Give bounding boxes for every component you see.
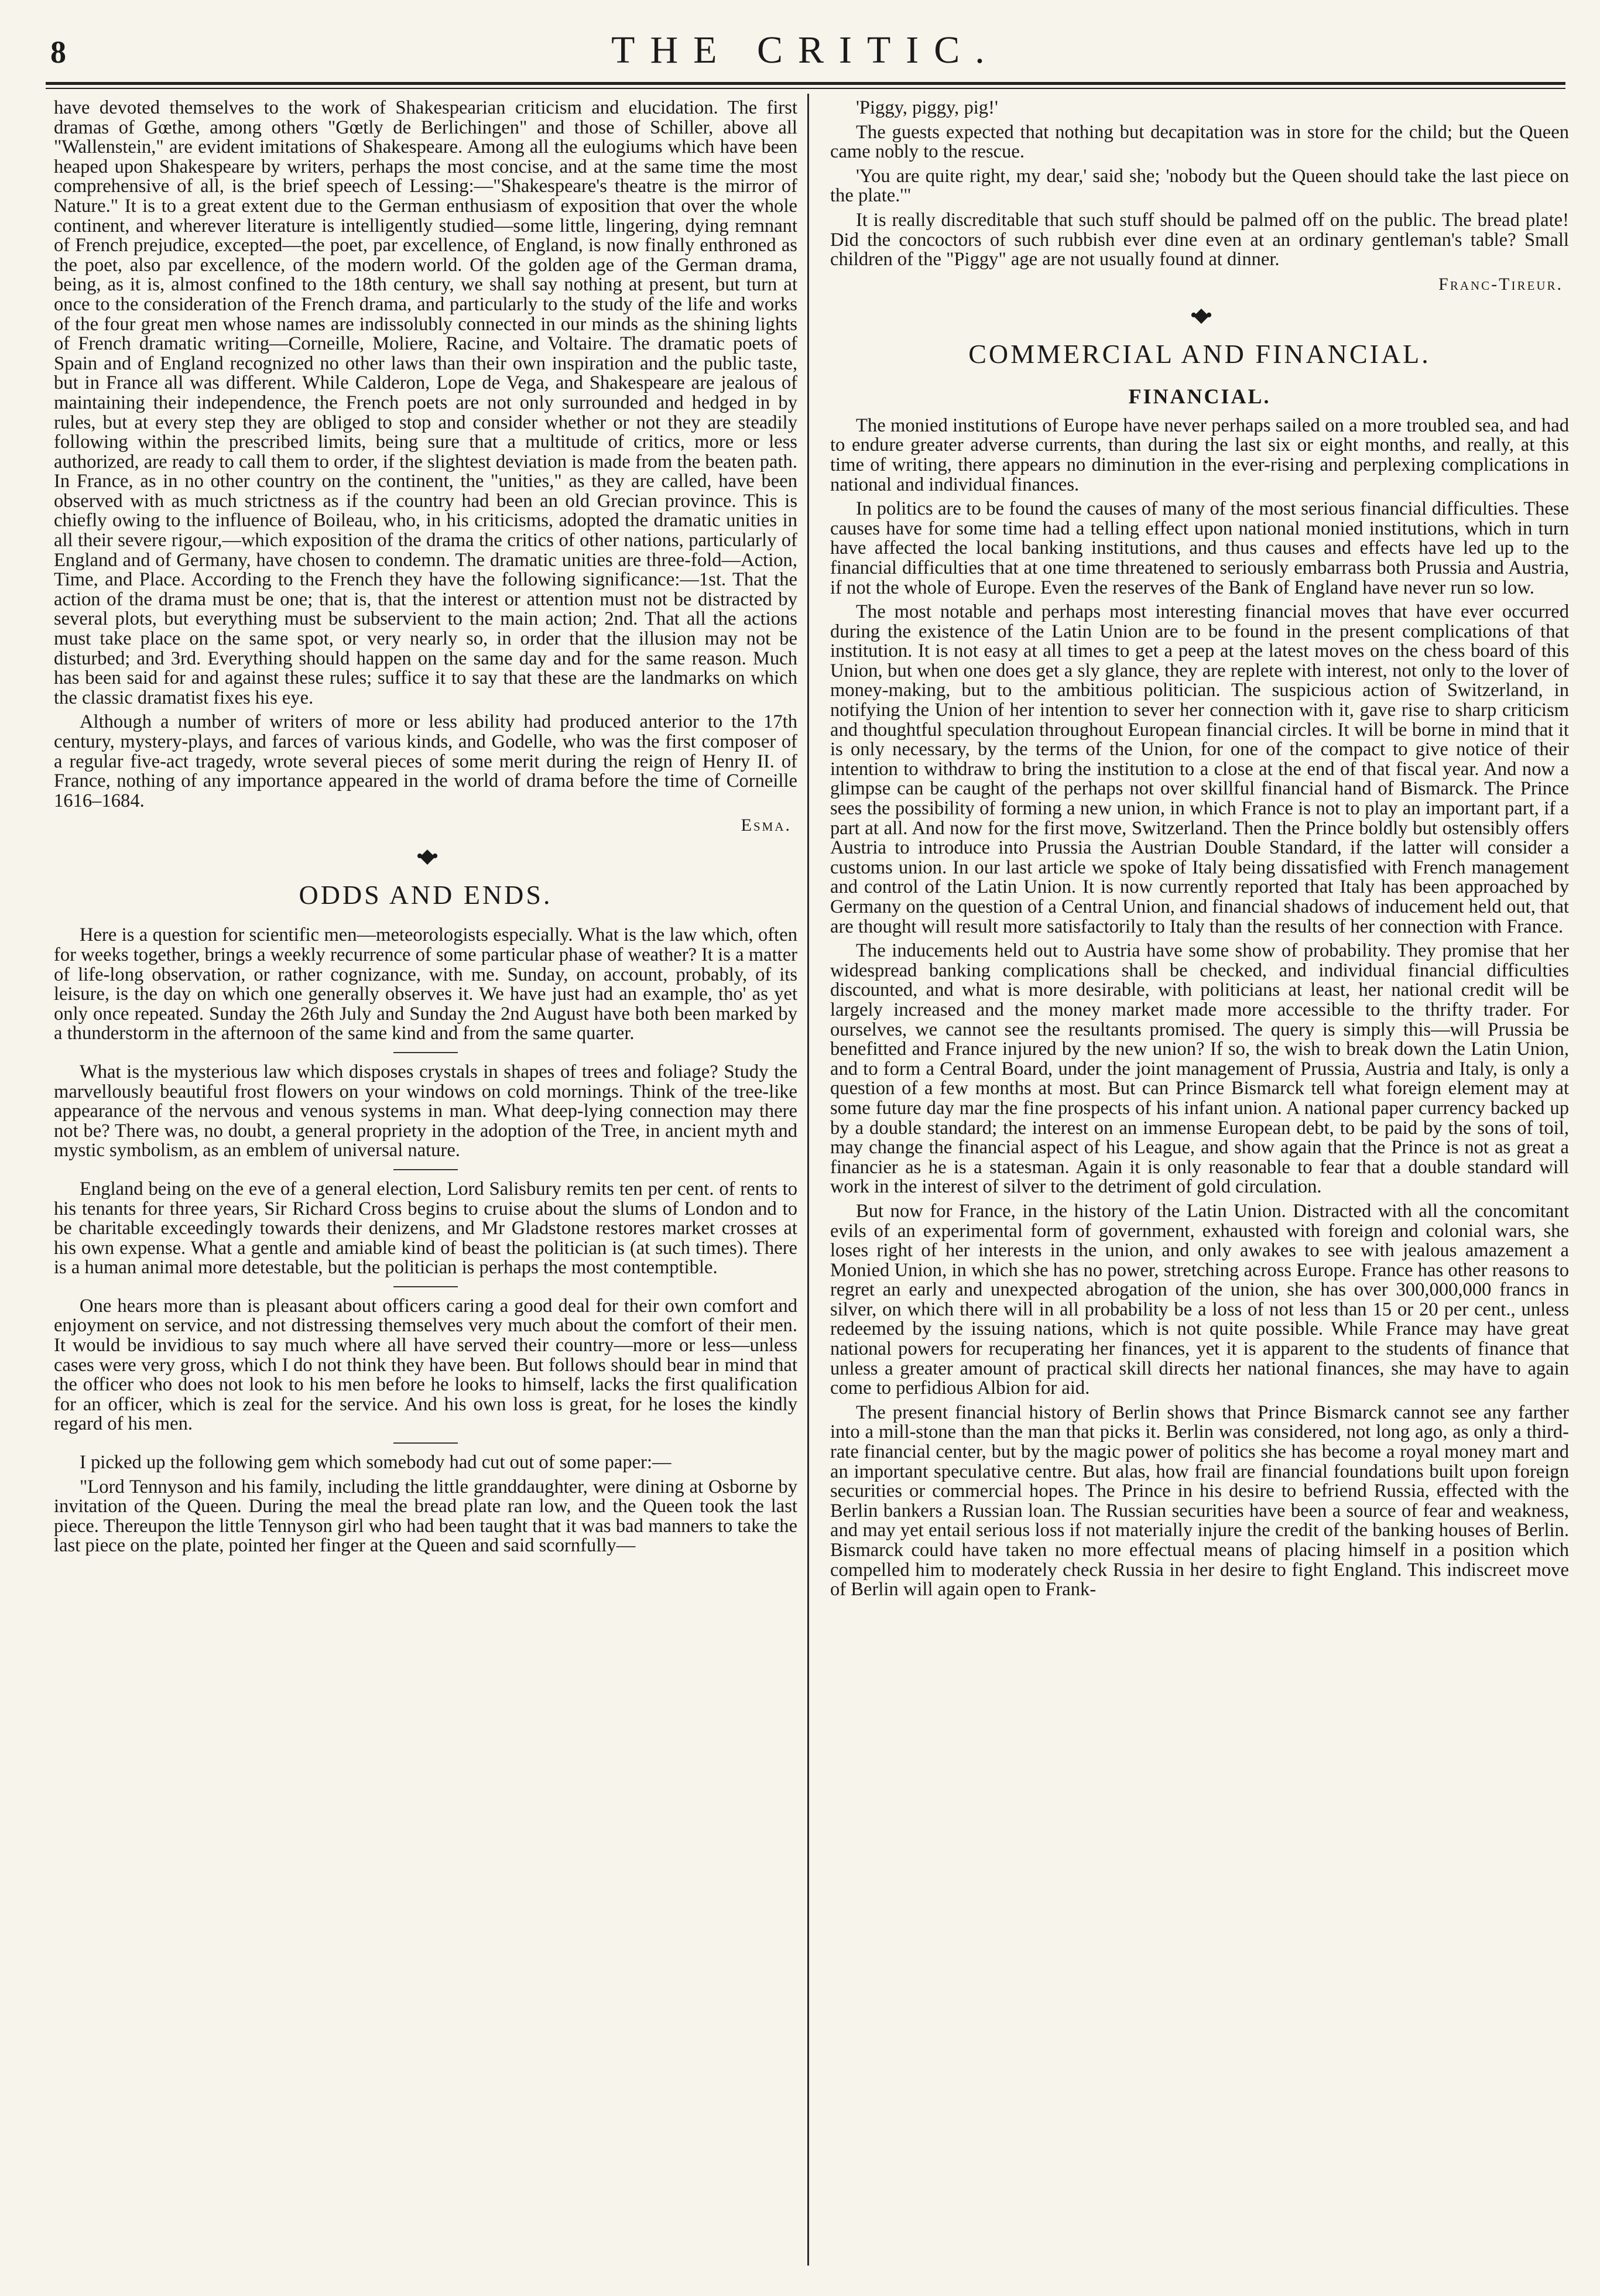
gem-continued: 'You are quite right, my dear,' said she; 'nobody but the Queen should take the last piece on the plate.'" xyxy=(830,165,1569,207)
ornament-mark: •◆• xyxy=(416,845,435,868)
ornament-mark: •◆• xyxy=(1190,304,1209,326)
gem-continued: It is really discreditable that such stuff should be palmed off on the public. The bread plate! Did the concoctors of such rubbish ever dine even at an ordinary gentleman's table? Small children of the "Piggy" age are not usually found at dinner. xyxy=(830,209,1569,270)
gem-intro: I picked up the following gem which somebody had cut out of some paper:— xyxy=(80,1452,671,1473)
section-ornament xyxy=(830,305,1569,326)
financial-paragraph: But now for France, in the history of the Latin Union. Distracted with all the concomitant evils of an experimental form of government, exhausted with foreign and colonial wars, she loses right of her interests in the union, and only awakes to see with jealous amazement a Monied Union, in which she has no power, stretching across Europe. France has other reasons to regret an early and unexpected abrogation of the union, she has over 300,000,000 francs in silver, on which there will in all probability be a loss of not less than 15 or 20 per cent., unless redeemed by the issuing nations, which is not quite possible. While France may have great national powers for recuperating her finances, yet it is apparent to the students of finance that unless a greater amount of practical skill directs her national finances, she may have to again come to perfidious Albion for aid. xyxy=(830,1200,1569,1399)
section-ornament xyxy=(54,846,797,867)
article-paragraph: Although a number of writers of more or less ability had produced anterior to the 17th century, mystery-plays, and farces of various kinds, and Godelle, who was the first composer of a regular five-act tragedy, wrote several pieces of some merit during the reign of Henry II. of France, nothing of any importance appeared in the world of drama before the time of Corneille 1616–1684. xyxy=(54,711,797,811)
item-separator xyxy=(393,1169,458,1170)
odds-item: What is the mysterious law which disposes crystals in shapes of trees and foliage? Study the marvellously beautiful frost flowers on your windows on cold mornings. Think of the tree-like appearance of the nervous and venous systems in man. What deep-lying connection may there not be? There was, no doubt, a general propriety in the adoption of the Tree, in ancient myth and mystic symbolism, as an emblem of universal nature. xyxy=(54,1061,797,1161)
gem-continued: The guests expected that nothing but decapitation was in store for the child; but the Queen came nobly to the rescue. xyxy=(830,121,1569,163)
publication-title: THE CRITIC. xyxy=(611,29,1000,71)
odds-item: One hears more than is pleasant about officers caring a good deal for their own comfort and enjoyment on service, and not distressing themselves very much about the comfort of their men. It would be invidious to say much where all have served their country—more or less—unless cases were very gross, which I do not think they have been. But follows should bear in mind that the officer who does not look to his men before he looks to himself, lacks the first qualification for an officer, which is zeal for the service. And his own loss is great, for he loses the kindly regard of his men. xyxy=(54,1295,797,1435)
article-signature: Franc-Tireur. xyxy=(1438,274,1563,294)
article-paragraph: have devoted themselves to the work of Shakespearian criticism and elucidation. The first dramas of Gœthe, among others "Gœtly de Berlichingen" and those of Schiller, above all "Wallenstein," are evident imitations of Shakespeare. Among all the eulogiums which have been heaped upon Shakespeare by writers, perhaps the most concise, and at the same time the most comprehensive of all, is the brief speech of Lessing:—"Shakespeare's theatre is the mirror of Nature." It is to a great extent due to the German enthusiasm of exposition that over the whole continent, and wherever literature is intelligently studied—some little, lingering, dying remnant of French prejudice, excepted—the poet, par excellence, of England, is now finally enthroned as the poet, also par excellence, of the modern world. Of the golden age of the German drama, being, as it is, almost confined to the 18th century, we shall say nothing at present, but turn at once to the consideration of the French drama, and particularly to the study of the life and works of the four great men whose names are indissolubly connected in our minds as the shining lights of French dramatic writing—Corneille, Moliere, Racine, and Voltaire. The dramatic poets of Spain and of England recognized no other laws than their own inspiration and the public taste, but in France all was different. While Calderon, Lope de Vega, and Shakespeare are jealous of maintaining their independence, the French poets are not only surrounded and hedged in by rules, but at every step they are obliged to stop and consider whether or not they are steadily following within the prescribed limits, being sure that a multitude of critics, more or less authorized, are ready to call them to order, if the slightest deviation is made from the beaten path. In France, as in no other country on the continent, the "unities," as they are called, have been observed with as much strictness as if the country had been an old Grecian province. This is chiefly owing to the influence of Boileau, who, in his criticisms, adopted the dramatic unities in all their severe rigour,—which exposition of the drama the critics of other nations, particularly of England and of Germany, have chosen to condemn. The dramatic unities are three-fold—Action, Time, and Place. According to the French they have the following significance:—1st. That the action of the drama must be one; that is, that the interest or attention must not be distracted by several plots, but everything must be subservient to the main action; 2nd. That all the actions must take place on the same spot, or very nearly so, in order that the illusion may not be disturbed; and 3rd. Everything should happen on the same day and for the same reason. Much has been said for and against these rules; suffice it to say that these are the landmarks on which the classic dramatist fixes his eye. xyxy=(54,98,797,708)
gem-continued: 'Piggy, piggy, pig!' xyxy=(856,98,998,118)
left-column xyxy=(54,98,797,2264)
column-divider xyxy=(807,94,809,2266)
financial-paragraph: The inducements held out to Austria have some show of probability. They promise that her widespread banking complications shall be checked, and individual financial difficulties discounted, and what is more desirable, with politicians at least, her national credit will be largely increased and the money market made more accessible to the thrifty trader. For ourselves, we cannot see the resultants promised. The query is simply this—will Prussia be benefitted and France injured by the new union? If so, the wish to break down the Latin Union, and to form a Central Board, under the joint management of Prussia, Austria and Italy, is only a question of a few months at most. But can Prince Bismarck tell what foreign element may at some future day mar the fine prospects of his infant union. A national paper currency backed up by a double standard; the interest on an immense European debt, to be paid by the sons of toil, may change the financial aspect of his League, and show again that the Prince is not as great a financier as he is a statesman. Again it is only reasonable to fear that a double standard will work in the interest of silver to the detriment of gold circulation. xyxy=(830,940,1569,1198)
financial-paragraph: The most notable and perhaps most interesting financial moves that have ever occurred during the existence of the Latin Union are to be found in the present complications of that institution. It is not easy at all times to get a peep at the latest moves on the chess board of this Union, but when one does get a sly glance, they are replete with interest, not only to the lover of money-making, but to the ambitious politician. The suspicious action of Switzerland, in notifying the Union of her intention to sever her connection with it, gave rise to sharp criticism and thoughtful speculation throughout European financial circles. It will be borne in mind that it is only necessary, by the terms of the Union, for one of the compact to give notice of their intention to withdraw to bring the institution to a close at the end of that fiscal year. And now a glimpse can be caught of the perhaps not over skillful financial hand of Bismarck. The Prince sees the possibility of forming a new union, in which France is not to play an important part, if a part at all. And now for the first move, Switzerland. Then the Prince boldly but ostensibly offers Austria to introduce into Prussia the Austrian Double Standard, if the latter will consider a customs union. In our last article we spoke of Italy being dissatisfied with French management and control of the Latin Union. It is now currently reported that Italy has been approached by Germany on the question of a Central Union, and financial shadows of inducement held out, that are thought will result more satisfactorily to Italy than the results of her connection with France. xyxy=(830,601,1569,937)
odds-and-ends-heading: ODDS AND ENDS. xyxy=(299,880,553,910)
item-separator xyxy=(393,1052,458,1053)
right-column xyxy=(830,98,1569,2264)
financial-subheading: FINANCIAL. xyxy=(1128,384,1271,408)
page-number: 8 xyxy=(50,35,66,70)
item-separator xyxy=(393,1286,458,1287)
gem-quote: "Lord Tennyson and his family, including the little granddaughter, were dining at Osborne by invitation of the Queen. During the meal the bread plate ran low, and the Queen took the last piece. Thereupon the little Tennyson girl who had been taught that it was bad manners to take the last piece on the plate, pointed her finger at the Queen and said scornfully— xyxy=(54,1476,797,1557)
odds-item: England being on the eve of a general election, Lord Salisbury remits ten per cent. of rents to his tenants for three years, Sir Richard Cross begins to cruise about the slums of London and to be charitable exceedingly towards their denizens, and Mr Gladstone restores market crosses at his own expense. What a gentle and amiable kind of beast the politician is (at such times). There is a human animal more detestable, but the politician is perhaps the most contemptible. xyxy=(54,1178,797,1279)
financial-paragraph: The present financial history of Berlin shows that Prince Bismarck cannot see any farther into a mill-stone than the man that picks it. Berlin was considered, not long ago, as only a third-rate financial center, but by the magic power of politics she has become a royal money mart and an important speculative centre. But alas, how frail are financial foundations built upon foreign securities or commercial hopes. The Prince in his desire to befriend Russia, effected with the Berlin bankers a Russian loan. The Russian securities have been a source of fear and weakness, and may yet entail serious loss if not materially injure the credit of the banking houses of Berlin. Bismarck could have taken no more effectual means of placing himself in a position which compelled him to moderately check Russia in her desire to fight England. This indiscreet move of Berlin will again open to Frank- xyxy=(830,1401,1569,1601)
article-signature: Esma. xyxy=(741,815,792,835)
header-double-rule xyxy=(46,82,1565,89)
odds-item: Here is a question for scientific men—meteorologists especially. What is the law which, often for weeks together, brings a weekly recurrence of some particular phase of weather? It is a matter of life-long observation, or rather cognizance, with me. Sunday, on account, probably, of its leisure, is the day on which one generally observes it. We have just had an example, tho' as yet only once repeated. Sunday the 26th July and Sunday the 2nd August have both been marked by a thunderstorm in the afternoon of the same kind and from the same quarter. xyxy=(54,924,797,1044)
commercial-financial-heading: COMMERCIAL AND FINANCIAL. xyxy=(968,338,1431,369)
financial-paragraph: In politics are to be found the causes of many of the most serious financial difficulties. These causes have for some time had a telling effect upon national monied institutions, which in turn have affected the local banking institutions, and thus causes and effects have led up to the financial difficulties that at one time threatened to seriously embarrass both Prussia and Austria, if not the whole of Europe. Even the reserves of the Bank of England have never run so low. xyxy=(830,498,1569,598)
financial-paragraph: The monied institutions of Europe have never perhaps sailed on a more troubled sea, and had to endure greater adverse currents, than during the last six or eight months, and really, at this time of writing, there appears no diminution in the ever-rising and perplexing complications in national and individual finances. xyxy=(830,414,1569,495)
page-header xyxy=(46,23,1565,80)
item-separator xyxy=(393,1442,458,1444)
